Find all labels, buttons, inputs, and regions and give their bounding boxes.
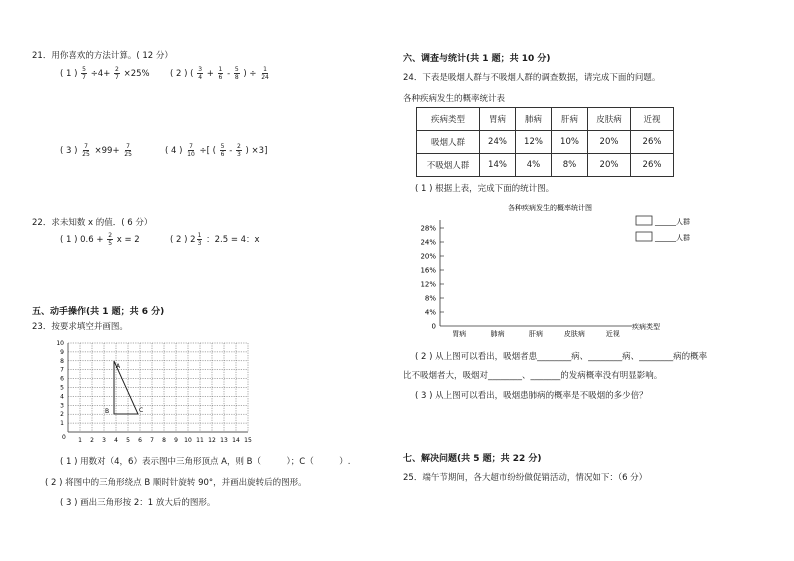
fraction: $\frac{3}{4}$ (198, 66, 203, 81)
section-7-title: 七、解决问题(共 5 题；共 22 分) (403, 454, 542, 464)
x-tick-label: 2 (90, 437, 94, 444)
x-tick-label: 1 (78, 437, 82, 444)
vertex-b-label: B (105, 408, 110, 415)
legend-swatch (636, 216, 652, 225)
chart-y-tick-label: 16% (420, 266, 436, 275)
q24-subquestion-2-line-2: 比不吸烟者大，吸烟对________、_______的发病概率没有明显影响。 (403, 371, 663, 381)
y-tick-label: 4 (60, 393, 64, 401)
table-cell: 吸烟人群 (417, 131, 480, 154)
table-header-cell: 皮肤病 (588, 108, 631, 131)
x-tick-label: 6 (138, 437, 142, 444)
fraction: $\frac{2}{3}$ (236, 143, 241, 158)
chart-y-tick-label: 4% (424, 308, 436, 317)
x-tick-label: 3 (102, 437, 106, 444)
chart-y-tick-label: 0 (431, 322, 436, 331)
chart-category-label: 肺病 (490, 330, 505, 338)
fraction: $\frac{5}{7}$ (82, 66, 86, 81)
chart-gridlines (440, 220, 632, 326)
q22-problem-2 (170, 232, 260, 247)
x-tick-label: 9 (174, 437, 178, 444)
chart-category-label: 肝病 (529, 330, 543, 338)
expr-text: ×99+ (94, 146, 120, 156)
table-cell: 20% (588, 154, 631, 177)
disease-probability-table (416, 107, 674, 177)
q22-title: 22．求未知数 x 的值．( 6 分） (32, 218, 153, 228)
chart-y-tick-label: 12% (420, 280, 436, 289)
q21-title: 21．用你喜欢的方法计算。( 12 分） (32, 51, 173, 61)
fraction: $\frac{1}{3}$ (197, 232, 202, 247)
table-header-cell: 疾病类型 (417, 108, 480, 131)
problem-label: ( 2 ) (170, 69, 188, 79)
fraction: $\frac{7}{25}$ (124, 143, 132, 158)
q21-problem-4 (165, 143, 267, 158)
q21-problem-2 (170, 66, 271, 81)
chart-x-axis-label: 疾病类型 (632, 323, 660, 331)
grid-lines (68, 343, 248, 432)
table-header-cell: 肺病 (516, 108, 552, 131)
legend-label: ______人群 (655, 218, 690, 226)
expr-text: + (206, 69, 214, 79)
problem-label: ( 4 ) (165, 146, 183, 156)
fraction: $\frac{7}{25}$ (82, 143, 90, 158)
table-header-cell: 胃病 (480, 108, 516, 131)
y-tick-label: 10 (56, 340, 64, 347)
x-tick-label: 4 (114, 437, 118, 444)
expr-text: x = 2 (116, 235, 140, 245)
table-header-cell: 近视 (631, 108, 674, 131)
table-header-row (417, 108, 674, 131)
chart-category-label: 胃病 (452, 330, 467, 338)
table-row (417, 131, 674, 154)
y-tick-label: 7 (60, 366, 64, 374)
expr-text: + (96, 235, 104, 245)
expr-text: ×25% (123, 69, 150, 79)
stat-table-title: 各种疾病发生的概率统计表 (403, 94, 506, 104)
chart-y-tick-label: 8% (424, 294, 436, 303)
y-tick-label: 1 (60, 420, 64, 428)
expr-text: ：2.5 = 4：x (206, 235, 260, 245)
origin-label: 0 (62, 434, 66, 441)
problem-label: ( 1 ) (60, 69, 78, 79)
disease-bar-chart (400, 198, 710, 343)
fraction: $\frac{2}{7}$ (115, 66, 119, 81)
expr-text: - (227, 69, 231, 79)
section-6-title: 六、调查与统计(共 1 题；共 10 分) (403, 54, 551, 64)
q24-title: 24．下表是吸烟人群与不吸烟人群的调查数据，请完成下面的问题。 (403, 73, 661, 83)
y-tick-label: 2 (60, 411, 64, 419)
chart-y-tick-label: 24% (420, 238, 436, 247)
q23-subquestion-1: ( 1 ) 用数对（4，6）表示图中三角形顶点 A，则 B（ ）；C（ ）. (60, 457, 351, 467)
q21-problem-3 (60, 143, 134, 158)
table-cell: 4% (516, 154, 552, 177)
q23-title: 23．按要求填空并画图。 (32, 322, 128, 332)
x-tick-label: 7 (150, 437, 154, 444)
q23-subquestion-3: ( 3 ) 画出三角形按 2：1 放大后的图形。 (60, 498, 216, 508)
mixed-number-whole: 2 (190, 235, 196, 245)
expr-text: - (229, 146, 233, 156)
chart-category-label: 近视 (605, 330, 620, 338)
expr-text: ÷4+ (90, 69, 111, 79)
problem-label: ( 3 ) (60, 146, 78, 156)
expr-text: ) ÷ (243, 69, 257, 79)
legend-label: ______人群 (655, 234, 690, 242)
chart-y-tick-label: 28% (420, 224, 436, 233)
chart-y-ticks (420, 225, 436, 331)
fraction: $\frac{5}{6}$ (220, 143, 225, 158)
table-cell: 24% (480, 131, 516, 154)
q24-subquestion-2-line-1: ( 2 ) 从上图可以看出，吸烟者患________病、________病、________病的概率 (415, 352, 708, 362)
problem-label: ( 1 ) 0.6 (60, 235, 94, 245)
x-tick-label: 11 (196, 437, 204, 444)
coordinate-grid (54, 334, 252, 447)
x-tick-label: 5 (126, 437, 130, 444)
x-tick-label: 15 (244, 437, 252, 444)
table-cell: 26% (631, 154, 674, 177)
q23-subquestion-2: ( 2 ) 将图中的三角形绕点 B 顺时针旋转 90°，并画出旋转后的图形。 (45, 478, 307, 488)
chart-x-categories (452, 329, 620, 338)
table-cell: 12% (516, 131, 552, 154)
table-cell: 10% (552, 131, 588, 154)
y-tick-label: 9 (60, 348, 64, 356)
table-cell: 8% (552, 154, 588, 177)
fraction: $\frac{5}{8}$ (234, 66, 239, 81)
fraction: $\frac{7}{10}$ (187, 143, 195, 158)
q21-problem-1 (60, 66, 150, 81)
chart-title: 各种疾病发生的概率统计图 (508, 204, 592, 212)
legend-swatch (636, 232, 652, 241)
x-axis-ticks (78, 437, 252, 444)
x-tick-label: 10 (184, 437, 192, 444)
table-row (417, 154, 674, 177)
x-tick-label: 8 (162, 437, 166, 444)
q25-title: 25．端午节期间，各大超市纷纷做促销活动，情况如下：（6 分） (403, 473, 648, 483)
fraction: $\frac{1}{24}$ (261, 66, 269, 81)
x-tick-label: 14 (232, 437, 240, 444)
expr-text: ( (190, 69, 194, 79)
y-tick-label: 8 (60, 357, 64, 365)
x-tick-label: 13 (220, 437, 228, 444)
table-header-cell: 肝病 (552, 108, 588, 131)
y-tick-label: 6 (60, 375, 64, 383)
fraction: $\frac{2}{5}$ (108, 232, 113, 247)
chart-category-label: 皮肤病 (563, 330, 585, 338)
q24-subquestion-1: ( 1 ) 根据上表，完成下面的统计图。 (415, 184, 555, 194)
q22-problem-1 (60, 232, 140, 247)
expr-text: ) ×3] (245, 146, 268, 156)
fraction: $\frac{1}{6}$ (218, 66, 223, 81)
vertex-a-label: A (116, 363, 121, 370)
table-cell: 26% (631, 131, 674, 154)
q24-subquestion-3: ( 3 ) 从上图可以看出，吸烟患肺病的概率是不吸烟的多少倍？ (415, 391, 648, 401)
vertex-c-label: C (139, 407, 144, 414)
table-cell: 20% (588, 131, 631, 154)
problem-label: ( 2 ) (170, 235, 188, 245)
chart-y-tick-label: 20% (420, 252, 436, 261)
section-5-title: 五、动手操作(共 1 题；共 6 分) (32, 307, 165, 317)
expr-text: ÷[ ( (199, 146, 216, 156)
y-axis-ticks (56, 340, 64, 427)
y-tick-label: 5 (60, 384, 64, 392)
y-tick-label: 3 (60, 402, 64, 410)
x-tick-label: 12 (208, 437, 216, 444)
table-cell: 14% (480, 154, 516, 177)
table-cell: 不吸烟人群 (417, 154, 480, 177)
